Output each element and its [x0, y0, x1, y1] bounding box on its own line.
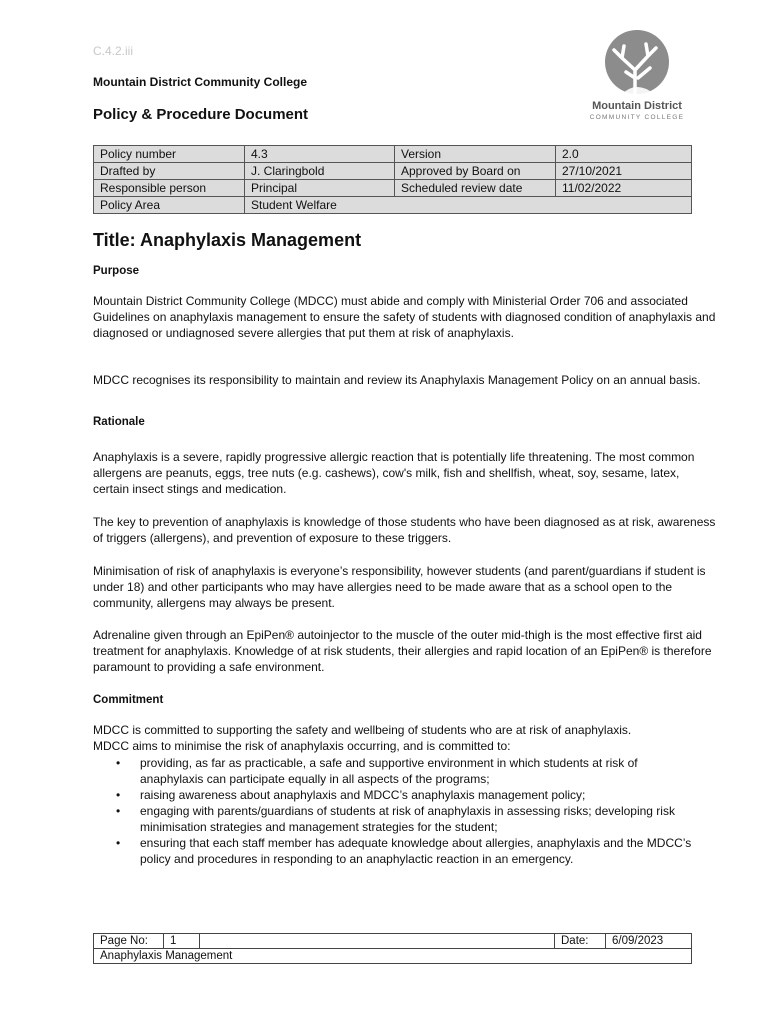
- rationale-paragraph-3: Minimisation of risk of anaphylaxis is everyone’s responsibility, however students (and parent/guardians if student is under 18) and other participants who may have allergies need to be made aware that as a school open to the community, allergens may always be present.: [93, 564, 706, 610]
- version-value: 2.0: [556, 146, 692, 163]
- drafted-by-label: Drafted by: [94, 163, 245, 180]
- policy-number-value: 4.3: [245, 146, 395, 163]
- approved-label: Approved by Board on: [395, 163, 556, 180]
- policy-meta-table: [93, 145, 692, 214]
- approved-value: 27/10/2021: [556, 163, 692, 180]
- purpose-heading: Purpose: [93, 265, 140, 277]
- area-value: Student Welfare: [245, 197, 395, 214]
- page-number-label: Page No:: [94, 934, 164, 949]
- table-row: [94, 146, 692, 163]
- list-item-text: raising awareness about anaphylaxis and MDCC’s anaphylaxis management policy;: [140, 788, 586, 802]
- page-footer-table: [93, 933, 692, 964]
- review-label: Scheduled review date: [395, 180, 556, 197]
- document-type: Policy & Procedure Document: [93, 106, 309, 123]
- commitment-paragraph-1: MDCC is committed to supporting the safety and wellbeing of students who are at risk of anaphylaxis.: [93, 723, 632, 737]
- responsible-value: Principal: [245, 180, 395, 197]
- responsible-label: Responsible person: [94, 180, 245, 197]
- table-row: [94, 180, 692, 197]
- policy-number-label: Policy number: [94, 146, 245, 163]
- rationale-paragraph-4: Adrenaline given through an EpiPen® autoinjector to the muscle of the outer mid-thigh is the most effective first aid treatment for anaphylaxis. Knowledge of at risk students, their allergies and rapid location of an EpiPen® is therefore paramount to providing a safe environment.: [93, 628, 712, 674]
- list-item: • engaging with parents/guardians of students at risk of anaphylaxis in assessing risks; developing risk minimisation strategies and management strategies for the student;: [116, 804, 675, 834]
- list-item-text: providing, as far as practicable, a safe and supportive environment in which students at risk of anaphylaxis can participate equally in all aspects of the programs;: [140, 756, 638, 786]
- review-value: 11/02/2022: [556, 180, 692, 197]
- rationale-heading: Rationale: [93, 416, 145, 428]
- rationale-paragraph-2: The key to prevention of anaphylaxis is knowledge of those students who have been diagnosed as at risk, awareness of triggers (allergens), and prevention of exposure to these triggers.: [93, 515, 716, 545]
- tree-logo-icon: [582, 28, 692, 98]
- list-item: • providing, as far as practicable, a safe and supportive environment in which students at risk of anaphylaxis can participate equally in all aspects of the programs;: [116, 756, 638, 786]
- purpose-paragraph-2: MDCC recognises its responsibility to maintain and review its Anaphylaxis Management Policy on an annual basis.: [93, 373, 701, 387]
- date-label: Date:: [555, 934, 606, 949]
- rationale-paragraph-1: Anaphylaxis is a severe, rapidly progressive allergic reaction that is potentially life threatening. The most common allergens are peanuts, eggs, tree nuts (e.g. cashews), cow's milk, fish and shellfish, wheat, soy, sesame, latex, certain insect stings and medication.: [93, 450, 695, 496]
- list-item: • raising awareness about anaphylaxis and MDCC’s anaphylaxis management policy;: [116, 788, 586, 802]
- document-title: Title: Anaphylaxis Management: [93, 230, 362, 250]
- area-label: Policy Area: [94, 197, 245, 214]
- footer-spacer: [200, 934, 555, 949]
- page-number-value: 1: [164, 934, 200, 949]
- list-item-text: ensuring that each staff member has adequate knowledge about allergies, anaphylaxis and the MDCC’s policy and procedures in responding to an anaphylactic reaction in an emergency.: [140, 836, 692, 866]
- date-value: 6/09/2023: [606, 934, 692, 949]
- list-item-text: engaging with parents/guardians of students at risk of anaphylaxis in assessing risks; developing risk minimisation strategies and management strategies for the student;: [140, 804, 675, 834]
- commitment-paragraph-2: MDCC aims to minimise the risk of anaphylaxis occurring, and is committed to:: [93, 739, 511, 753]
- footer-document-name: Anaphylaxis Management: [94, 949, 692, 964]
- commitment-list: [93, 755, 693, 867]
- commitment-heading: Commitment: [93, 694, 164, 706]
- table-row: [94, 934, 692, 949]
- table-row: [94, 949, 692, 964]
- college-name: Mountain District Community College: [93, 75, 308, 89]
- drafted-by-value: J. Claringbold: [245, 163, 395, 180]
- version-label: Version: [395, 146, 556, 163]
- document-code: C.4.2.iii: [93, 44, 134, 58]
- area-blank: [395, 197, 692, 214]
- table-row: [94, 163, 692, 180]
- table-row: [94, 197, 692, 214]
- purpose-paragraph-1: Mountain District Community College (MDCC) must abide and comply with Ministerial Order 706 and associated Guidelines on anaphylaxis management to ensure the safety of students with diagnosed condition of anaphylaxis and diagnosed or undiagnosed severe allergies that put them at risk of anaphylaxis.: [93, 294, 716, 340]
- logo-name: Mountain District: [592, 100, 682, 112]
- list-item: • ensuring that each staff member has adequate knowledge about allergies, anaphylaxis and the MDCC’s policy and procedures in responding to an anaphylactic reaction in an emergency.: [116, 836, 692, 866]
- logo-subtitle: COMMUNITY COLLEGE: [589, 114, 685, 121]
- college-logo: [582, 28, 692, 128]
